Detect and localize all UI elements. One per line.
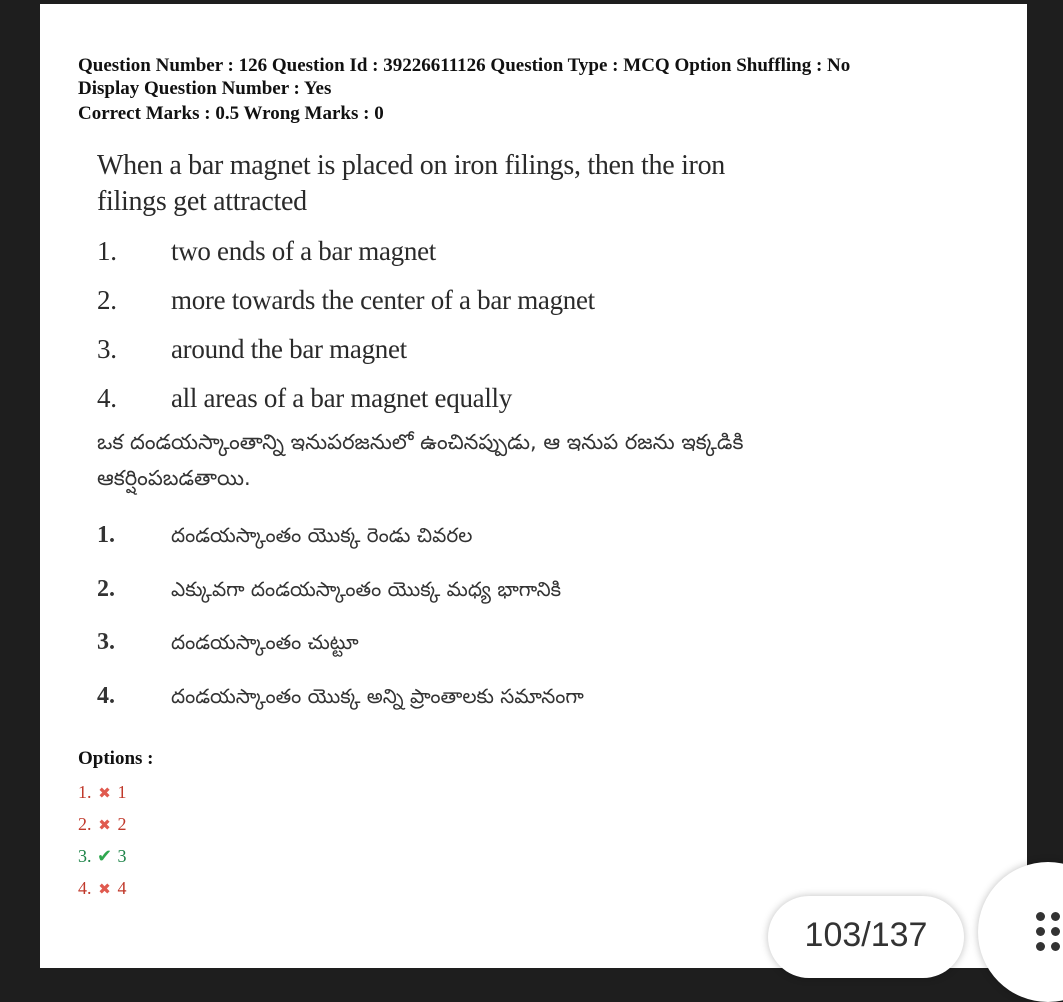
english-option-2 bbox=[97, 285, 595, 316]
option-number: 3. bbox=[97, 629, 115, 655]
check-icon: ✔ bbox=[96, 846, 113, 867]
option-text: ఎక్కువగా దండయస్కాంతం యొక్క మధ్య భాగానికి bbox=[171, 577, 562, 601]
question-metadata bbox=[78, 54, 958, 125]
option-text: all areas of a bar magnet equally bbox=[171, 383, 512, 413]
option-number: 2. bbox=[97, 576, 115, 602]
choice-value: 1 bbox=[117, 782, 127, 802]
metadata-line-2: Display Question Number : Yes bbox=[78, 78, 332, 99]
answer-choice-2 bbox=[78, 814, 127, 835]
metadata-line-1: Question Number : 126 Question Id : 39226611126 Question Type : MCQ Option Shuffling : No bbox=[78, 55, 851, 76]
option-text: around the bar magnet bbox=[171, 334, 407, 364]
choice-index: 1. bbox=[78, 782, 92, 802]
option-number: 1. bbox=[97, 236, 117, 266]
choice-index: 2. bbox=[78, 814, 92, 834]
telugu-option-4 bbox=[97, 683, 584, 713]
option-text: దండయస్కాంతం చుట్టూ bbox=[171, 630, 359, 654]
question-text-english: When a bar magnet is placed on iron filings, then the iron filings get attracted bbox=[97, 150, 725, 217]
metadata-line-3: Correct Marks : 0.5 Wrong Marks : 0 bbox=[78, 103, 384, 124]
dots-grid-icon[interactable] bbox=[1036, 912, 1063, 968]
english-option-1 bbox=[97, 236, 436, 267]
option-number: 2. bbox=[97, 285, 117, 315]
option-number: 3. bbox=[97, 334, 117, 364]
telugu-option-2 bbox=[97, 576, 561, 606]
answer-choice-1 bbox=[78, 782, 127, 803]
telugu-option-1 bbox=[97, 522, 472, 552]
option-text: దండయస్కాంతం యొక్క అన్ని ప్రాంతాలకు సమానంగా bbox=[171, 684, 584, 708]
choice-value: 3 bbox=[117, 846, 127, 866]
answer-choice-3 bbox=[78, 846, 127, 867]
cross-icon: ✖ bbox=[98, 816, 111, 834]
cross-icon: ✖ bbox=[98, 880, 111, 898]
telugu-option-3 bbox=[97, 629, 359, 659]
option-number: 1. bbox=[97, 522, 115, 548]
option-text: two ends of a bar magnet bbox=[171, 236, 436, 266]
english-option-4 bbox=[97, 383, 512, 414]
english-option-3 bbox=[97, 334, 407, 365]
question-text-telugu: ఒక దండయస్కాంతాన్ని ఇనుపరజనులో ఉంచినప్పుడు, ఆ ఇనుప రజను ఇక్కడికి ఆకర్షింపబడతాయి. bbox=[97, 430, 744, 490]
page-indicator[interactable]: 103/137 bbox=[768, 896, 964, 978]
option-text: దండయస్కాంతం యొక్క రెండు చివరల bbox=[171, 523, 473, 547]
choice-value: 4 bbox=[117, 878, 127, 898]
option-number: 4. bbox=[97, 383, 117, 413]
option-number: 4. bbox=[97, 683, 115, 709]
options-heading: Options : bbox=[78, 748, 154, 769]
cross-icon: ✖ bbox=[98, 784, 111, 802]
choice-index: 3. bbox=[78, 846, 92, 866]
choice-value: 2 bbox=[117, 814, 127, 834]
choice-index: 4. bbox=[78, 878, 92, 898]
option-text: more towards the center of a bar magnet bbox=[171, 285, 595, 315]
answer-choice-4 bbox=[78, 878, 127, 899]
